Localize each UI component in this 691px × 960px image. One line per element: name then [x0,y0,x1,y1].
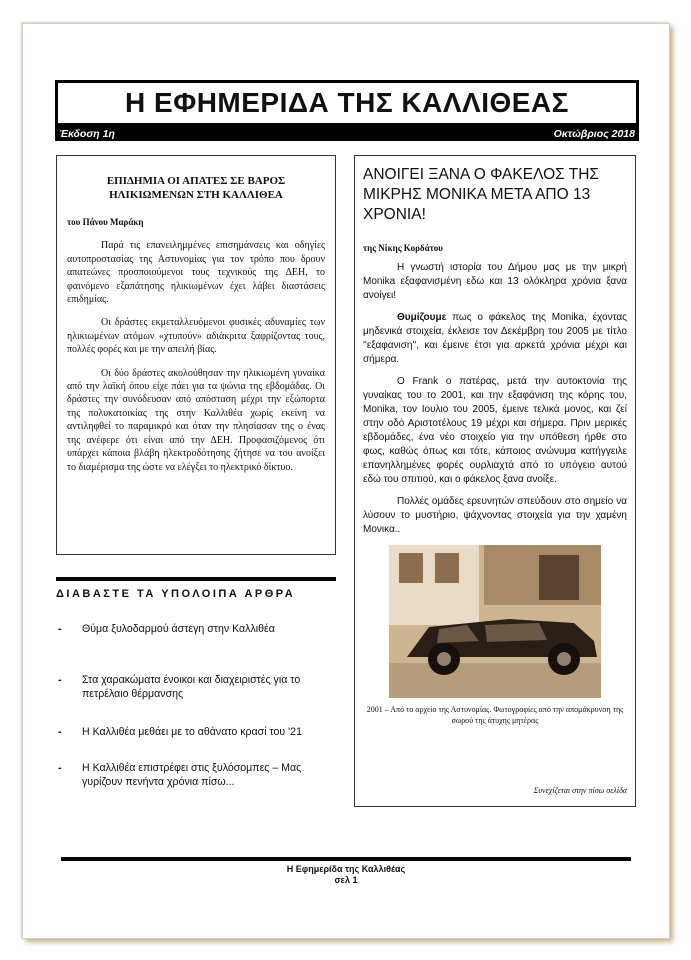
issue-date: Οκτώβριος 2018 [553,127,635,140]
footer-page-number: σελ 1 [334,875,358,885]
left-article-headline: ΕΠΙΔΗΜΙΑ ΟΙ ΑΠΑΤΕΣ ΣΕ ΒΑΡΟΣ ΗΛΙΚΙΩΜΕΝΩΝ ΣΤΗ ΚΑΛΛΙΘΕΑ [106,175,286,201]
issue-bar [55,126,639,141]
left-article-paragraph: Οι δύο δράστες ακολούθησαν την ηλικιωμένη γυναίκα από την λαϊκή όπου είχε πάει για τα ψώνια της εβδομάδας. Οι δράστες την συνόδευσαν από απόσταση μέχρι την εξώπορτα της πολυκατοικίας της στην Καλλιθέα χωρίς εκείνη να αντιληφθεί το παραμικρό και όταν την πλησίασαν της ο ένας της ανέφερε ότι είναι από την ΔΕΗ. Προφασιζόμενος ότι υπάρχει κάποια βλάβη ηλεκτροδότησης ζήτησε να του ανοίξει το διαμέρισμα της ώστε να ελέγξει το ηλεκτρικό δίκτυο. [67,367,325,473]
masthead-title: Η ΕΦΗΜΕΡΙΔΑ ΤΗΣ ΚΑΛΛΙΘΕΑΣ [55,80,639,126]
right-article-paragraph: Θυμίζουμε πως ο φάκελος της Monika, έχοντας μηδενικά στοιχεία, έκλεισε τον Δεκέμβρη του 2005 με τίτλο ''εξαφανιση'', και έμεινε έτσι για αρκετά χρόνια μέχρι και σήμερα. [363,312,627,365]
more-articles-title: ΔΙΑΒΑΣΤΕ ΤΑ ΥΠΟΛΟΙΠΑ ΑΡΘΡΑ [56,588,296,600]
right-article [354,155,636,807]
more-articles: ΔΙΑΒΑΣΤΕ ΤΑ ΥΠΟΛΟΙΠΑ ΑΡΘΡΑ - Θύμα ξυλοδαρμού άστεγη στην Καλλιθέα - Στα χαρακώματα ένοικοι και διαχειριστές για το πετρέλαιο θέρμανσης - Η Καλλιθέα μεθάει με το αθάνατο κρασί του '21 - Η Καλλιθέα επιστρέφει στις ξυλόσομπες – Μας γυρίζουν πενήντα χρόνια πίσω... [56,577,336,606]
bullet-dash: - [58,674,62,686]
right-article-byline: της Νίκης Κορδάτου [363,243,443,253]
continued-note: Συνεχίζεται στην πίσω σελίδα [533,786,627,795]
left-article-paragraph: Οι δράστες εκμεταλλευόμενοι φυσικές αδυναμίες των ηλικιωμένων ατόμων «χτυπούν» αδιάκριτα ξαφρίζοντας τους, πολλές φορές και με την απειλή βίας. [67,317,325,356]
more-articles-rule [56,577,336,581]
emphasis-lead: Θυμίζουμε [397,312,447,323]
issue-number: Έκδοση 1η [59,127,115,140]
bullet-dash: - [58,762,62,774]
left-article-paragraph: Παρά τις επανειλημμένες επισημάνσεις και οδηγίες αυτοπροστασίας της Αστυνομίας για τον τρόπο που δρουν απατεώνες προσποιούμενοι τους τεχνικούς της ΔΕΗ, το φαινόμενο εξαπάτησης ηλικιωμένων έχει λάβει διαστάσεις επιδημίας. [67,240,325,306]
right-article-paragraph: Πολλές ομάδες ερευνητών σπεύδουν στο σημείο να λύσουν το μυστήριο, ψάχνοντας στοιχεία για την χαμένη Μονικα.. [363,496,627,535]
bullet-dash: - [58,726,62,738]
bullet-dash: - [58,623,62,635]
hearse-photo [389,545,601,698]
footer-name: Η Εφημερίδα της Καλλιθέας [286,864,406,874]
left-article-byline: του Πάνου Μαράκη [67,217,144,227]
page-footer [220,864,472,886]
photo-caption: 2001 – Από το αρχείο της Αστυνομίας. Φωτογραφίες από την απομάκρυνση της σωρού της άτυχης μητέρας [366,705,624,725]
right-article-paragraph: Η γνωστή ιστορία του Δήμου μας με την μικρή Monika εξαφανισμένη εδω και 13 ολόκληρα χρόνια ξανα ανοίγει! [363,262,627,301]
right-article-headline: ΑΝΟΙΓΕΙ ΞΑΝΑ Ο ΦΑΚΕΛΟΣ ΤΗΣ ΜΙΚΡΗΣ ΜΟΝΙΚΑ ΜΕΤΑ ΑΠΟ 13 ΧΡΟΝΙΑ! [363,166,600,223]
footer-rule [61,857,631,861]
left-article [56,155,336,555]
right-article-paragraph: Ο Frank ο πατέρας, μετά την αυτοκτονία της γυναίκας του το 2001, και την εξαφάνιση της κόρης του, Monika, τον Ιουλιο του 2005, έμεινε τελικά μονος, και ζεί στην οδό Αριστοτέλους 19 μέχρι και σήμερα. Πριν μερικές εβδομάδες, ένα νέο στοιχείο για την υπόθεση ήρθε στο φως, καθώς όπως και τότε, κάποιος ανώνυμα κατήγγειλε επανηλλημένες φορές ουρλιαχτά από το υπόγειο αυτού εδώ του σπιτιού, και ο φάκελος ξανα ανοίξε. [363,376,627,485]
